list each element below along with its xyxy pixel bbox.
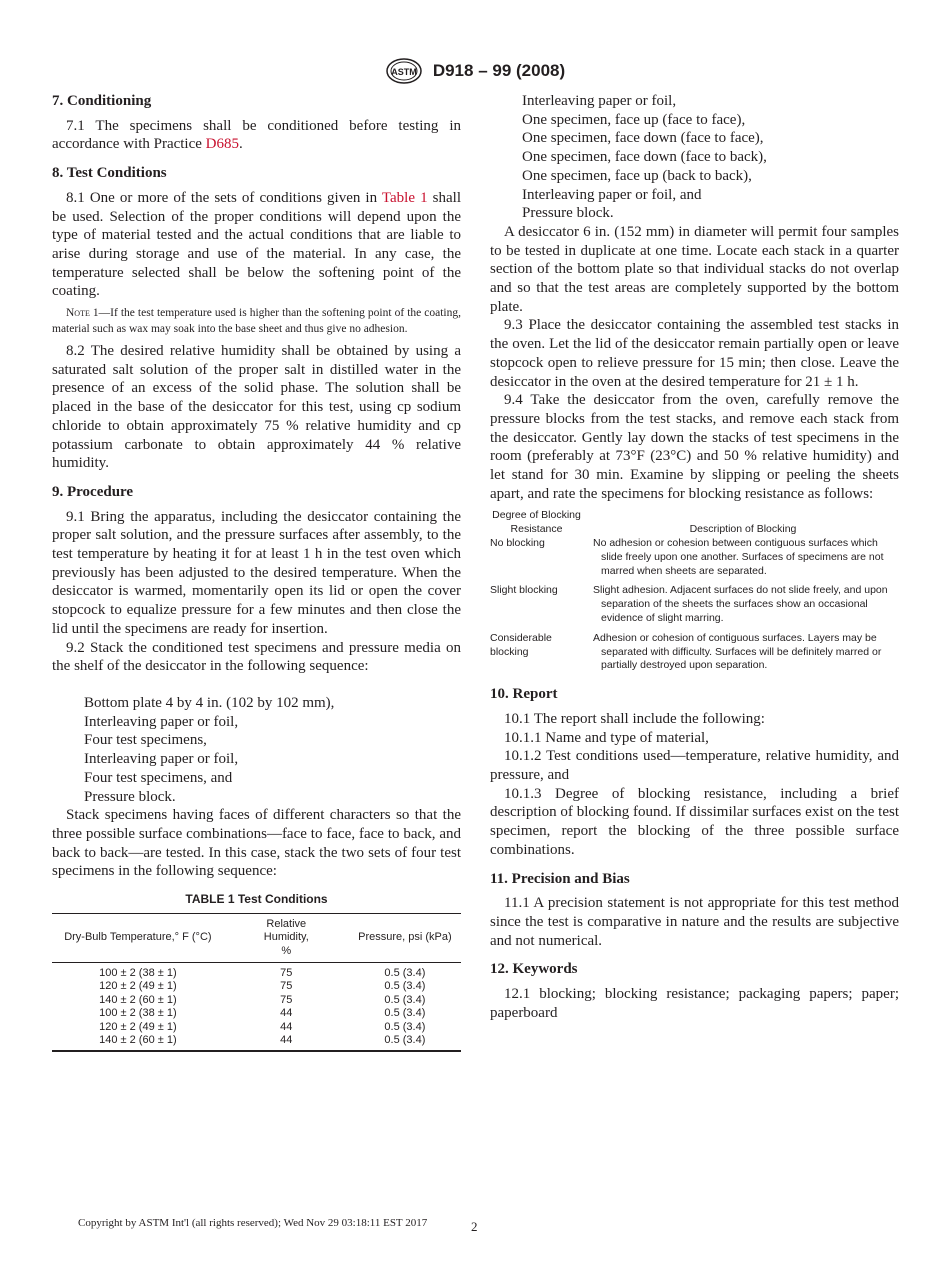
table-row: 120 ± 2 (49 ± 1) 44 0.5 (3.4) (99, 1020, 426, 1033)
left-column (52, 92, 461, 1052)
blocking-header-degree: Degree of Blocking Resistance (492, 509, 581, 536)
sequence-item: One specimen, face up (back to back), (522, 167, 752, 184)
section-12-title: 12. Keywords (490, 961, 578, 978)
column-header: Pressure, psi (kPa) (349, 913, 461, 963)
sequence-item: Interleaving paper or foil, (84, 751, 239, 768)
copyright-footer: Copyright by ASTM Int'l (all rights reserved); Wed Nov 29 03:18:11 EST 2017 (78, 1217, 428, 1229)
stack-sequence-1 (52, 694, 461, 806)
section-10-1-2: 10.1.2 Test conditions used—temperature, relative humidity, and pressure, and (490, 748, 899, 784)
sequence-item: Four test specimens, and (84, 769, 233, 786)
section-8-1: 8.1 One or more of the sets of conditions given in Table 1 shall be used. Selection of the proper conditions will depend upon the type of material tested and the actual conditions that are liable to arise during storage and use of the material. In any case, the temperature selected shall be below the softening point of the coating. (52, 189, 461, 300)
desiccator-paragraph: A desiccator 6 in. (152 mm) in diameter will permit four samples to be tested in duplicate at one time. Locate each stack in a quarter section of the bottom plate so that individual stacks do not overlap and so that the test areas are completely supported by the bottom plate. (490, 223, 899, 315)
d685-link[interactable]: D685 (205, 136, 240, 153)
sequence-item: Pressure block. (84, 788, 176, 805)
section-11-1: 11.1 A precision statement is not appropriate for this test method since the test is comparative in nature and the results are subjective and not numerical. (490, 895, 899, 949)
section-9-4: 9.4 Take the desiccator from the oven, carefully remove the pressure blocks from the test stacks, and remove each stack from the desiccator. Gently lay down the stacks of test specimens in the room (preferably at 73°F (23°C) and 50 % relative humidity) and let stand for 30 min. Examine by slipping or peeling the sheets apart, and rate the specimens for blocking resistance as follows: (490, 392, 899, 502)
section-8-title: 8. Test Conditions (52, 165, 167, 182)
sequence-item: Bottom plate 4 by 4 in. (102 by 102 mm), (84, 694, 335, 711)
column-header: Relative Humidity, % (224, 913, 349, 963)
table-row: 100 ± 2 (38 ± 1) 44 0.5 (3.4) (99, 1007, 426, 1020)
section-11-title: 11. Precision and Bias (490, 870, 630, 887)
blocking-row: Slight blocking Slight adhesion. Adjacent surfaces do not slide freely, and upon separation of the sheets the surfaces show an occasional evidence of slight marring. (490, 584, 888, 625)
document-designation: D918 – 99 (2008) (432, 61, 566, 80)
section-10-1-3: 10.1.3 Degree of blocking resistance, including a brief description of blocking found. If dissimilar surfaces exist on the test specimen, report the blocking of the three possible surface combinations. (490, 785, 899, 858)
table-1-link[interactable]: Table 1 (381, 189, 428, 206)
sequence-item: Interleaving paper or foil, (522, 93, 677, 109)
section-9-1: 9.1 Bring the apparatus, including the desiccator containing the proper salt solution, and the pressure surfaces after assembly, to the test temperature by heating it for at least 1 h in the test oven which previously has been adjusted to the desired temperature. When the desiccator is warmed, momentarily open its lid or open the cover stopcock to equalize pressure for a few minutes and then close the lid until the specimens are ready for insertion. (52, 508, 461, 637)
section-7-title: 7. Conditioning (52, 93, 152, 109)
sequence-item: Four test specimens, (84, 732, 207, 749)
section-10-1: 10.1 The report shall include the following: (504, 710, 765, 727)
sequence-item: Pressure block. (522, 205, 614, 222)
table-row: 140 ± 2 (60 ± 1) 44 0.5 (3.4) (52, 1034, 461, 1051)
blocking-row: Considerable blocking Adhesion or cohesion of contiguous surfaces. Layers may be separated with difficulty. Surfaces will be definitely marred or partially destroyed upon separation. (490, 631, 882, 672)
blocking-header-description: Description of Blocking (689, 523, 797, 536)
stack-sequence-2 (490, 92, 899, 223)
section-9-2: 9.2 Stack the conditioned test specimens and pressure media on the shelf of the desiccator in the following sequence: (52, 639, 461, 675)
page-header (0, 58, 950, 84)
svg-text:ASTM: ASTM (391, 67, 417, 77)
table-row: 100 ± 2 (38 ± 1) 75 0.5 (3.4) (99, 966, 426, 979)
sequence-item: One specimen, face down (face to back), (522, 149, 767, 166)
column-header: Dry-Bulb Temperature,° F (°C) (52, 913, 224, 963)
astm-logo-icon (385, 58, 423, 84)
section-12-1: 12.1 blocking; blocking resistance; packaging papers; paper; paperboard (490, 986, 899, 1021)
table-header-row (52, 913, 461, 963)
sequence-item: Interleaving paper or foil, (84, 713, 239, 730)
blocking-row: No blocking No adhesion or cohesion between contiguous surfaces which slide freely upon one another. Surfaces of specimens are not marred when sheets are separated. (490, 537, 884, 577)
section-7-1: 7.1 The specimens shall be conditioned before testing in accordance with Practice D685. (52, 117, 461, 153)
section-10-1-1: 10.1.1 Name and type of material, (504, 729, 709, 746)
sequence-item: Interleaving paper or foil, and (522, 186, 702, 203)
section-9-3: 9.3 Place the desiccator containing the assembled test stacks in the oven. Let the lid of the desiccator remain partially open or leave stopcock open to relieve pressure for 15 min; then close. Leave the desiccator in the oven at the desired temperature for 21 ± 1 h. (490, 317, 899, 390)
section-9-title: 9. Procedure (52, 483, 134, 500)
page-number: 2 (471, 1219, 478, 1234)
table-row: 140 ± 2 (60 ± 1) 75 0.5 (3.4) (99, 993, 426, 1006)
section-10-title: 10. Report (490, 686, 558, 703)
sequence-item: One specimen, face up (face to face), (522, 111, 746, 128)
note-1: Note 1—If the test temperature used is higher than the softening point of the coating, material such as wax may soak into the base sheet and thus give no adhesion. (52, 307, 461, 335)
blocking-header-row (490, 509, 899, 537)
sequence-item: One specimen, face down (face to face), (522, 130, 764, 147)
blocking-resistance-table (490, 509, 899, 673)
table-1-caption: TABLE 1 Test Conditions (185, 892, 328, 907)
right-column (490, 92, 899, 1022)
section-9-2-continued: Stack specimens having faces of different characters so that the three possible surface combinations—face to face, face to back, and back to back—are tested. In this case, stack the two sets of four test specimens in the following sequence: (52, 807, 461, 880)
table-row: 120 ± 2 (49 ± 1) 75 0.5 (3.4) (99, 980, 426, 993)
table-1 (52, 913, 461, 1052)
section-8-2: 8.2 The desired relative humidity shall be obtained by using a saturated salt solution of the proper salt in distilled water in the presence of an excess of the solid phase. The solution shall be placed in the base of the desiccator for this test, using cp sodium chloride to obtain approximately 75 % relative humidity and cp potassium carbonate to obtain approximately 44 % relative humidity. (52, 343, 461, 472)
